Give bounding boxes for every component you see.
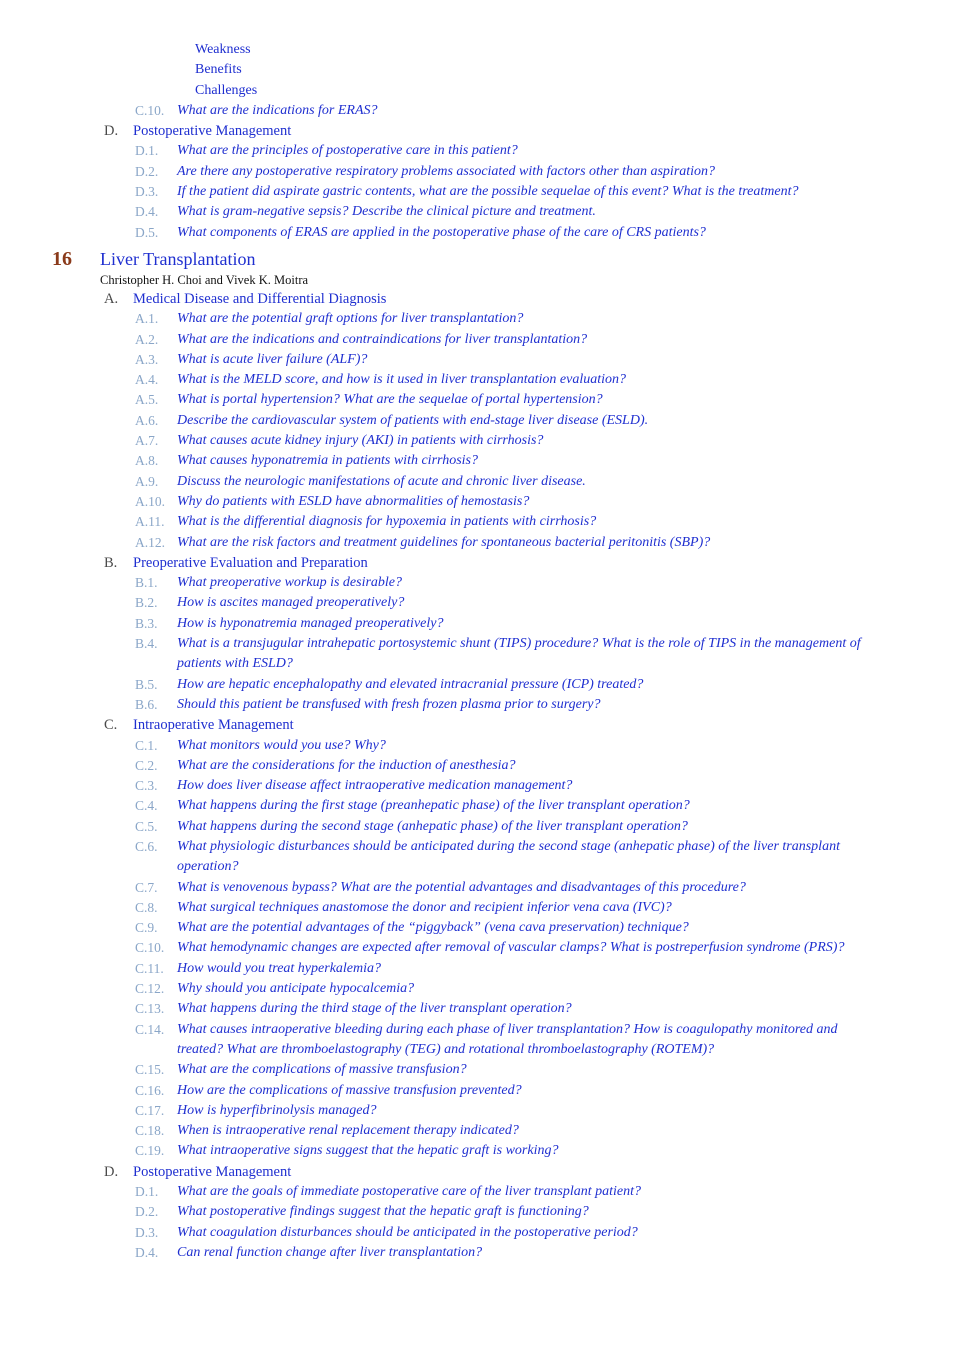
toc-question[interactable] bbox=[0, 634, 953, 675]
question-text[interactable]: What are the goals of immediate postoperative care of the liver transplant patient? bbox=[177, 1184, 642, 1200]
question-text[interactable]: What is portal hypertension? What are the sequelae of portal hypertension? bbox=[177, 392, 603, 408]
question-number: A.7. bbox=[135, 433, 159, 449]
question-text[interactable]: How is hyperfibrinolysis managed? bbox=[177, 1102, 377, 1118]
question-number: A.5. bbox=[135, 392, 159, 408]
toc-question[interactable] bbox=[0, 1243, 953, 1263]
toc-question[interactable] bbox=[0, 350, 953, 370]
question-number: D.2. bbox=[135, 1204, 159, 1220]
toc-question[interactable] bbox=[0, 918, 953, 938]
question-number: C.2. bbox=[135, 757, 158, 773]
question-text[interactable]: What are the indications for ERAS? bbox=[177, 102, 378, 118]
question-text[interactable]: Describe the cardiovascular system of patients with end-stage liver disease (ESLD). bbox=[177, 412, 649, 428]
toc-question[interactable] bbox=[0, 472, 953, 492]
section-title[interactable]: Medical Disease and Differential Diagnosis bbox=[133, 290, 387, 307]
section-heading[interactable] bbox=[0, 121, 953, 141]
toc-question[interactable] bbox=[0, 1121, 953, 1141]
question-number: D.1. bbox=[135, 143, 159, 159]
toc-question[interactable] bbox=[0, 695, 953, 715]
question-text[interactable]: What happens during the first stage (preanhepatic phase) of the liver transplant operation? bbox=[177, 798, 690, 814]
toc-question[interactable] bbox=[0, 898, 953, 918]
toc-question[interactable] bbox=[0, 330, 953, 350]
previous-chapter-postoperative-section bbox=[0, 121, 953, 243]
toc-question[interactable] bbox=[0, 593, 953, 613]
question-number: C.6. bbox=[135, 838, 158, 854]
toc-question[interactable] bbox=[0, 182, 953, 202]
question-text[interactable]: What causes hyponatremia in patients with cirrhosis? bbox=[177, 453, 478, 469]
question-number: C.9. bbox=[135, 920, 158, 936]
toc-question[interactable] bbox=[0, 1182, 953, 1202]
question-number: D.3. bbox=[135, 184, 159, 200]
toc-question[interactable] bbox=[0, 1202, 953, 1222]
question-text[interactable]: What is acute liver failure (ALF)? bbox=[177, 351, 368, 367]
section-letter: A. bbox=[104, 290, 119, 307]
question-text[interactable]: What are the potential graft options for liver transplantation? bbox=[177, 311, 524, 327]
toc-question[interactable] bbox=[0, 451, 953, 471]
question-text[interactable]: If the patient did aspirate gastric contents, what are the possible sequelae of this event? What is the treatment? bbox=[177, 184, 799, 200]
toc-question[interactable] bbox=[0, 1141, 953, 1161]
toc-question[interactable] bbox=[0, 675, 953, 695]
question-number: C.16. bbox=[135, 1082, 165, 1098]
question-number: B.2. bbox=[135, 595, 158, 611]
toc-question[interactable] bbox=[0, 1101, 953, 1121]
question-text[interactable]: What preoperative workup is desirable? bbox=[177, 575, 403, 591]
question-number: C.3. bbox=[135, 778, 158, 794]
toc-subitem[interactable]: Benefits bbox=[195, 62, 242, 78]
chapter-sections bbox=[0, 289, 953, 1263]
question-number: C.5. bbox=[135, 818, 158, 834]
toc-question[interactable] bbox=[0, 162, 953, 182]
question-number: C.15. bbox=[135, 1062, 165, 1078]
question-text[interactable]: What are the indications and contraindications for liver transplantation? bbox=[177, 331, 588, 347]
top-subitems bbox=[0, 40, 953, 101]
question-text[interactable]: How does liver disease affect intraoperative medication management? bbox=[177, 778, 573, 794]
toc-question[interactable] bbox=[0, 999, 953, 1019]
toc-question[interactable] bbox=[0, 411, 953, 431]
question-number: D.4. bbox=[135, 204, 159, 220]
question-number: D.5. bbox=[135, 224, 159, 240]
toc-question[interactable] bbox=[0, 573, 953, 593]
toc-question[interactable] bbox=[0, 1223, 953, 1243]
toc-question[interactable] bbox=[0, 1060, 953, 1080]
question-text[interactable]: How would you treat hyperkalemia? bbox=[177, 960, 382, 976]
section-letter: D. bbox=[104, 1163, 119, 1180]
question-text[interactable]: What is venovenous bypass? What are the potential advantages and disadvantages of this procedure? bbox=[177, 879, 746, 895]
question-number: A.2. bbox=[135, 331, 159, 347]
question-text[interactable]: What monitors would you use? Why? bbox=[177, 737, 386, 753]
question-number: A.10. bbox=[135, 493, 165, 509]
top-question-list bbox=[0, 101, 953, 121]
toc-question[interactable] bbox=[0, 431, 953, 451]
toc-question[interactable] bbox=[0, 959, 953, 979]
question-text[interactable]: What is the differential diagnosis for hypoxemia in patients with cirrhosis? bbox=[177, 514, 597, 530]
toc-question[interactable] bbox=[0, 370, 953, 390]
toc-question[interactable] bbox=[0, 938, 953, 958]
question-number: C.7. bbox=[135, 879, 158, 895]
question-text[interactable]: What postoperative findings suggest that the hepatic graft is functioning? bbox=[177, 1204, 589, 1220]
toc-question[interactable] bbox=[0, 979, 953, 999]
question-number: C.8. bbox=[135, 899, 158, 915]
question-text[interactable]: What is the MELD score, and how is it used in liver transplantation evaluation? bbox=[177, 372, 627, 388]
question-text[interactable]: How are the complications of massive transfusion prevented? bbox=[177, 1082, 522, 1098]
question-text[interactable]: What are the principles of postoperative care in this patient? bbox=[177, 143, 518, 159]
question-number: A.8. bbox=[135, 453, 159, 469]
toc-question[interactable] bbox=[0, 390, 953, 410]
question-number: B.4. bbox=[135, 636, 158, 652]
question-text[interactable]: What physiologic disturbances should be anticipated during the second stage (anhepatic phase) of the liver transplant operation? bbox=[177, 838, 840, 875]
chapter-number: 16 bbox=[52, 247, 72, 270]
toc-subitem[interactable]: Weakness bbox=[195, 42, 251, 57]
question-text[interactable]: What is gram-negative sepsis? Describe the clinical picture and treatment. bbox=[177, 204, 596, 220]
section-heading[interactable] bbox=[0, 553, 953, 573]
toc-question[interactable] bbox=[0, 1020, 953, 1061]
question-text[interactable]: When is intraoperative renal replacement therapy indicated? bbox=[177, 1123, 519, 1139]
toc-question[interactable] bbox=[0, 837, 953, 878]
question-number: D.3. bbox=[135, 1224, 159, 1240]
question-number: D.4. bbox=[135, 1244, 159, 1260]
question-number: A.6. bbox=[135, 412, 159, 428]
toc-question[interactable] bbox=[0, 533, 953, 553]
section-title[interactable]: Preoperative Evaluation and Preparation bbox=[133, 554, 368, 571]
question-text[interactable]: What is a transjugular intrahepatic portosystemic shunt (TIPS) procedure? What is the role of TIPS in the management of patients with ESLD? bbox=[177, 636, 861, 672]
toc-question[interactable] bbox=[0, 492, 953, 512]
toc-question[interactable] bbox=[0, 202, 953, 222]
toc-question[interactable] bbox=[0, 1081, 953, 1101]
question-text[interactable]: Can renal function change after liver transplantation? bbox=[177, 1244, 483, 1260]
toc-question[interactable] bbox=[0, 141, 953, 161]
question-text[interactable]: What coagulation disturbances should be anticipated in the postoperative period? bbox=[177, 1224, 638, 1240]
question-text[interactable]: How is ascites managed preoperatively? bbox=[177, 595, 405, 611]
toc-question[interactable] bbox=[0, 223, 953, 243]
toc-question[interactable] bbox=[0, 309, 953, 329]
question-number: B.1. bbox=[135, 575, 158, 591]
section-letter: B. bbox=[104, 554, 118, 571]
question-number: C.17. bbox=[135, 1102, 165, 1118]
section-title[interactable]: Intraoperative Management bbox=[133, 717, 294, 734]
section-heading[interactable] bbox=[0, 715, 953, 735]
question-number: A.3. bbox=[135, 351, 159, 367]
question-text[interactable]: Why should you anticipate hypocalcemia? bbox=[177, 981, 415, 997]
question-number: A.11. bbox=[135, 514, 165, 530]
question-number: C.14. bbox=[135, 1021, 165, 1037]
question-number: C.13. bbox=[135, 1001, 165, 1017]
question-text[interactable]: What components of ERAS are applied in the postoperative phase of the care of CRS patients? bbox=[177, 224, 706, 240]
section-letter: C. bbox=[104, 717, 118, 734]
toc-question[interactable] bbox=[0, 776, 953, 796]
toc-question[interactable] bbox=[0, 878, 953, 898]
question-number: C.10. bbox=[135, 940, 165, 956]
question-text[interactable]: What are the potential advantages of the “piggyback” (vena cava preservation) technique? bbox=[177, 920, 689, 936]
question-number: B.3. bbox=[135, 615, 158, 631]
question-text[interactable]: What causes intraoperative bleeding during each phase of liver transplantation? How is coagulopathy monitored and treated? What are thromboelastography (TEG) and rotational thromboelastography (ROTEM)? bbox=[177, 1021, 838, 1057]
question-text[interactable]: What are the considerations for the induction of anesthesia? bbox=[177, 757, 516, 773]
toc-subitem[interactable]: Challenges bbox=[195, 82, 258, 98]
question-number: B.5. bbox=[135, 676, 158, 692]
question-number: C.12. bbox=[135, 981, 165, 997]
question-number: C.4. bbox=[135, 798, 158, 814]
section-heading[interactable] bbox=[0, 289, 953, 309]
question-text[interactable]: What are the complications of massive transfusion? bbox=[177, 1062, 467, 1078]
question-text[interactable]: What causes acute kidney injury (AKI) in patients with cirrhosis? bbox=[177, 433, 544, 449]
chapter-authors: Christopher H. Choi and Vivek K. Moitra bbox=[100, 272, 309, 287]
question-text[interactable]: How are hepatic encephalopathy and elevated intracranial pressure (ICP) treated? bbox=[177, 676, 644, 692]
question-text[interactable]: What happens during the second stage (anhepatic phase) of the liver transplant operation? bbox=[177, 818, 688, 834]
toc-question[interactable] bbox=[0, 512, 953, 532]
toc-question[interactable] bbox=[0, 614, 953, 634]
question-number: C.1. bbox=[135, 737, 158, 753]
question-number: D.2. bbox=[135, 163, 159, 179]
toc-question[interactable] bbox=[0, 796, 953, 816]
question-text[interactable]: Are there any postoperative respiratory problems associated with factors other than aspiration? bbox=[177, 163, 716, 179]
section-heading[interactable] bbox=[0, 1162, 953, 1182]
toc-question[interactable] bbox=[0, 101, 953, 121]
question-text[interactable]: How is hyponatremia managed preoperatively? bbox=[177, 615, 444, 631]
question-text[interactable]: What are the risk factors and treatment guidelines for spontaneous bacterial peritonitis (SBP)? bbox=[177, 534, 711, 550]
question-number: A.9. bbox=[135, 473, 159, 489]
question-number: A.4. bbox=[135, 372, 159, 388]
question-text[interactable]: What happens during the third stage of the liver transplant operation? bbox=[177, 1001, 572, 1017]
section-title[interactable]: Postoperative Management bbox=[133, 1163, 292, 1180]
toc-question[interactable] bbox=[0, 817, 953, 837]
question-number: B.6. bbox=[135, 696, 158, 712]
question-text[interactable]: Should this patient be transfused with fresh frozen plasma prior to surgery? bbox=[177, 696, 601, 712]
toc-question[interactable] bbox=[0, 756, 953, 776]
question-text[interactable]: Why do patients with ESLD have abnormalities of hemostasis? bbox=[177, 493, 530, 509]
question-text[interactable]: What intraoperative signs suggest that the hepatic graft is working? bbox=[177, 1143, 559, 1159]
question-number: A.1. bbox=[135, 311, 159, 327]
question-number: D.1. bbox=[135, 1184, 159, 1200]
question-number: C.10. bbox=[135, 102, 165, 118]
section-letter: D. bbox=[104, 123, 119, 140]
chapter-title[interactable]: Liver Transplantation bbox=[100, 248, 256, 269]
question-text[interactable]: What hemodynamic changes are expected after removal of vascular clamps? What is postreperfusion syndrome (PRS)? bbox=[177, 940, 845, 956]
question-text[interactable]: Discuss the neurologic manifestations of acute and chronic liver disease. bbox=[177, 473, 586, 489]
section-title[interactable]: Postoperative Management bbox=[133, 123, 292, 140]
question-number: A.12. bbox=[135, 534, 165, 550]
question-text[interactable]: What surgical techniques anastomose the donor and recipient inferior vena cava (IVC)? bbox=[177, 899, 672, 915]
toc-page bbox=[0, 40, 953, 1263]
question-number: C.11. bbox=[135, 960, 164, 976]
question-number: C.18. bbox=[135, 1123, 165, 1139]
toc-question[interactable] bbox=[0, 736, 953, 756]
chapter-heading bbox=[0, 247, 953, 271]
question-number: C.19. bbox=[135, 1143, 165, 1159]
